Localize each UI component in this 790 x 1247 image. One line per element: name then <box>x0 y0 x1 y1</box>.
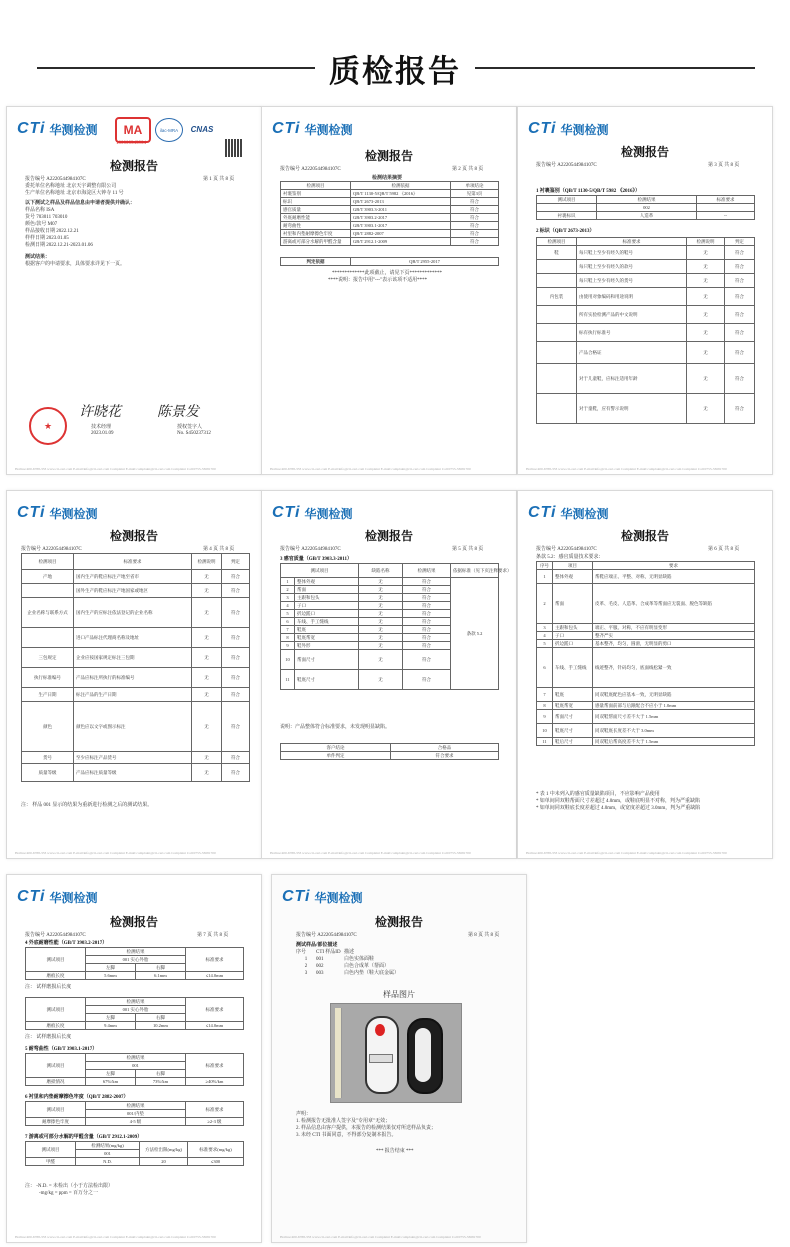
cti-logo: CTi 华测检测 <box>272 504 353 521</box>
page-footer: Hotline:400-6788-333 www.cti-cert.com E-mail:info@cti-cert.com Complaint E-mail:complaint@cti-cert.com Complaint Call:0755-33681700 <box>280 1235 481 1239</box>
table-row: 标识 QB/T 2673-2013 符合 <box>281 198 499 206</box>
table-note: 注： 试样磨损后长度 <box>25 1035 72 1040</box>
page-footer: Hotline:400-6788-333 www.cti-cert.com E-mail:info@cti-cert.com Complaint E-mail:complaint@cti-cert.com Complaint Call:0755-33681700 <box>526 467 727 471</box>
section-heading: 7 游离或可部分水解的甲醛含量（GB/T 2912.1-2009） <box>25 1135 143 1140</box>
table-row: 对于儿童鞋，应标注适用年龄 无 符合 <box>537 364 755 394</box>
label-table: 检测项目 标准要求 检测说明 判定 鞋 每只鞋上至少有经久的鞋号 无 符合 每只鞋上至少有经久的款号 无 符合 每只鞋上至少有经久的货号 无 符合 内包装 由使用对象编码和用途说明 无 符合 所有实验检测产品的中文说明 无 符合 标有执行标准号 无 符合 产品合格证 无 符合 对于儿童鞋，应标注适用年龄 无 符合 对于童鞋，应有警示说明 无 符合 <box>536 237 755 424</box>
table-row: 每只鞋上至少有经久的款号 无 符合 <box>537 260 755 274</box>
section-heading: 测试样品/部位描述 <box>296 943 338 948</box>
table-row: 6 车线、手工缝线 无 符合 <box>281 618 499 626</box>
table-row: 磨痕长度 5.6mm 6.1mm ≤14.0mm <box>26 972 244 980</box>
unit-notes: 注： -N.D. = 未检出（小于方法检出限） -mg/kg = ppm = 百万分之一 <box>25 1184 113 1196</box>
flexing-table: 测试项目 检测结果 标准要求 001 左脚 右脚 磨损情况 67%/km 73%/km ≥40%/km <box>25 1053 244 1086</box>
table-row: 质量等级 产品应标注质量等级 无 符合 <box>22 764 250 782</box>
page-number: 第 6 页 共 8 页 <box>708 547 740 552</box>
abrasion-table-1: 测试项目 检测结果 标准要求 001 实心外胎 左脚 右脚 磨痕长度 5.6mm 6.1mm ≤14.0mm <box>25 947 244 980</box>
report-title: 检测报告 <box>620 529 669 543</box>
table-row: 10 鞋底尺寸 同双鞋底长度差不大于 3.0mm <box>537 724 755 738</box>
table-row: 磨损情况 67%/km 73%/km ≥40%/km <box>26 1078 244 1086</box>
ilac-badge-icon: ilac-MRA <box>155 118 183 142</box>
list-item: 1 001 白色实体面鞋 <box>304 957 375 962</box>
cti-logo: CTi 华测检测 <box>17 888 98 905</box>
page-footer: Hotline:400-6788-333 www.cti-cert.com E-mail:info@cti-cert.com Complaint E-mail:complaint@cti-cert.com Complaint Call:0755-33681700 <box>15 467 216 471</box>
section-heading: 5 耐弯曲性（GB/T 3903.1-2017） <box>25 1047 98 1052</box>
page-number: 第 7 页 共 8 页 <box>197 933 229 938</box>
report-number: 报告编号 A2220544984107C <box>280 167 341 172</box>
cti-logo: CTi 华测检测 <box>17 504 98 521</box>
report-page-3 <box>517 106 773 475</box>
photo-title: 样品图片 <box>383 990 415 999</box>
table-row: 内包装 由使用对象编码和用途说明 无 符合 <box>537 288 755 306</box>
table-row: 8 鞋底帮宽 无 符合 <box>281 634 499 642</box>
page-footer: Hotline:400-6788-333 www.cti-cert.com E-mail:info@cti-cert.com Complaint E-mail:complaint@cti-cert.com Complaint Call:0755-33681700 <box>15 851 216 855</box>
page-number: 第 5 页 共 8 页 <box>452 547 484 552</box>
table-row: 磨痕长度 9.4mm 10.2mm ≤14.0mm <box>26 1022 244 1030</box>
qr-code-icon <box>225 139 243 157</box>
section-heading: 3 感官质量（GB/T 3903.3-2011） <box>280 557 352 562</box>
label-table-continued: 检测项目 标准要求 检测说明 判定 产地 国内生产的鞋应标注产地至省市 无 符合 国外生产的鞋应标注产地国家或地区 无 符合 企业名称与联系方式 国内生产的应标注依法登记的企业名称 无 符合 进口产品标注代理商名称及地址 无 符合 三包规定 企业应按国家规定标注三包期 无 符合 执行标准编号 产品应标注所执行的标准编号 无 符合 生产日期 标注产品的生产日期 无 符合 颜色 颜色应以文字或图示标注 无 符合 货号 至少应标注产品货号 无 符合 质量等级 产品应标注质量等级 无 符合 <box>21 553 250 782</box>
page-number: 第 3 页 共 8 页 <box>708 163 740 168</box>
table-row: 耐弯曲性 GB/T 3903.1-2017 符合 <box>281 222 499 230</box>
table-row: 衬裹鉴别 QB/T 1130-5/QB/T 5982 《2016》 见第3页 <box>281 190 499 198</box>
page-footer: Hotline:400-6788-333 www.cti-cert.com E-mail:info@cti-cert.com Complaint E-mail:complaint@cti-cert.com Complaint Call:0755-33681700 <box>526 851 727 855</box>
dash-note: ****说明：报告中用"---"表示该项不适用**** <box>328 278 428 283</box>
statement: 声明： 1. 检测报告无批准人签字及"专用章"无效； 2. 样品信息由客户提供，本报告的检测结果仅对所送样品负责； 3. 未经 CTI 书面同意，不得部分复制本报告。 <box>296 1112 437 1138</box>
table-row: 3 主跟和包头 无 符合 <box>281 594 499 602</box>
report-number: 报告编号 A2220544984107C <box>536 547 597 552</box>
cti-logo: CTi 华测检测 <box>17 120 98 137</box>
list-item: 3 003 白色内垫（鞋大底金属） <box>304 971 400 976</box>
report-number: 报告编号 A2220544984107C <box>25 933 86 938</box>
table-row: 产地 国内生产的鞋应标注产地至省市 无 符合 <box>22 570 250 584</box>
report-title: 检测报告 <box>109 159 158 173</box>
table-note: 注： 试样磨损后长度 <box>25 985 72 990</box>
signature-1: 许晓花 <box>79 404 121 420</box>
table-row: 5 折边蹉口 基本整齐，均匀，圆滑，无明显的剪口 <box>537 640 755 648</box>
table-note: 说明：产品整体符合标准要求，未发现明显缺陷。 <box>280 725 391 730</box>
official-seal-icon: ★ <box>29 407 67 445</box>
conclusion-table: 客户结论 合格品 单件判定 符合要求 <box>280 743 499 760</box>
table-row: 三包规定 企业应按国家规定标注三包期 无 符合 <box>22 648 250 668</box>
table-row: 002 <box>537 204 755 212</box>
certificate-number: No. S450237312 <box>177 431 211 436</box>
table-row: 标有执行标准号 无 符合 <box>537 324 755 342</box>
abrasion-table-2: 测试项目 检测结果 标准要求 001 实心外胎 左脚 右脚 磨痕长度 9.4mm 10.2mm ≤14.0mm <box>25 997 244 1030</box>
report-page-5 <box>261 490 517 859</box>
sample-photo <box>330 1003 462 1103</box>
table-row: 3 主跟和包头 端正、平服、对称，不应有明显变形 <box>537 624 755 632</box>
issue-date: 2023.01.09 <box>91 431 114 436</box>
table-row: 7 鞋底 同双鞋底配色应基本一致，无明显缺陷 <box>537 688 755 702</box>
report-page-7 <box>6 874 262 1243</box>
signer-1-title: 技术经理 <box>91 425 112 430</box>
table-row: 外底耐磨性能 GB/T 3903.2-2017 符合 <box>281 214 499 222</box>
lining-table: 测试项目 检测结果 标准要求 002 衬裹标识 人造革 -- <box>536 195 755 220</box>
sample-list: 序号 CTI 样品ID 描述 1 001 白色实体面鞋 2 002 白色合成革（帮面） 3 003 白色内垫（鞋大底金属） <box>296 950 400 976</box>
page-number: 第 2 页 共 8 页 <box>452 167 484 172</box>
table-row: 所有实验检测产品的中文说明 无 符合 <box>537 306 755 324</box>
table-row: 7 鞋底 无 符合 <box>281 626 499 634</box>
table-note: 注： 样品 001 显示的结果为重新进行检测之后的测试结果。 <box>21 803 153 808</box>
table-row: 执行标准编号 产品应标注所执行的标准编号 无 符合 <box>22 668 250 688</box>
cma-number: 180000343904 <box>116 141 146 146</box>
judgement-table: 判定依据 QB/T 2955-2017 <box>280 257 499 266</box>
table-row: 1 整体外观 帮鞋应端正、平整、对称，无明显缺陷 <box>537 570 755 584</box>
table-row: 游离或可部分水解的甲醛含量 GB/T 2912.1-2009 符合 <box>281 238 499 246</box>
shoe-right-icon <box>407 1018 443 1094</box>
cti-logo: CTi 华测检测 <box>528 120 609 137</box>
table-row: 对于童鞋，应有警示说明 无 符合 <box>537 394 755 424</box>
table-row: 11 鞋后尺寸 同双鞋后帮高度差不大于 1.5mm <box>537 738 755 746</box>
cma-badge-icon: MA <box>115 117 151 143</box>
report-number: 报告编号 A2220544984107C <box>25 177 86 182</box>
signature-2: 陈景发 <box>157 404 199 420</box>
table-row: 10 帮面尺寸 无 符合 <box>281 650 499 670</box>
cnas-badge-icon: CNAS <box>190 124 214 134</box>
colorfastness-table: 测试项目 检测结果 标准要求 001/内垫 耐摩擦色牢度 4-5 级 ≥2-3 级 <box>25 1101 244 1126</box>
ruler-icon <box>335 1008 342 1098</box>
table-row: 1 整体外观 无 符合 条款 5.2 <box>281 578 499 586</box>
report-number: 报告编号 A2220544984107C <box>280 547 341 552</box>
formaldehyde-table: 测试项目 检测结果(mg/kg) 方法检出限(mg/kg) 标准要求(mg/kg) 001 甲醛 N.D. 20 ≤300 <box>25 1141 244 1166</box>
table-row: 进口产品标注代理商名称及地址 无 符合 <box>22 628 250 648</box>
summary-table-title: 检测结果摘要 <box>372 176 403 181</box>
table-row: 9 帮面尺寸 同双鞋帮面尺寸差不大于 1.5mm <box>537 710 755 724</box>
page-number: 第 1 页 共 8 页 <box>203 177 235 182</box>
table-row: 单件判定 符合要求 <box>281 752 499 760</box>
signer-2-title: 授权签字人 <box>177 425 203 430</box>
report-page-6 <box>517 490 773 859</box>
table-row: 衬里和内垫耐摩擦色牢度 QB/T 2882-2007 符合 <box>281 230 499 238</box>
table-row: 5 折边蹉口 无 符合 <box>281 610 499 618</box>
table-row: 11 鞋底尺寸 无 符合 <box>281 670 499 690</box>
section-heading: 6 衬里和内垫耐摩擦色牢度（QB/T 2882-2007） <box>25 1095 129 1100</box>
table-row: 2 帮面 皮革、毛皮、人造革、合成革等帮面应无裂面、脱色等缺陷 <box>537 584 755 624</box>
report-title: 检测报告 <box>109 529 158 543</box>
report-page-8 <box>271 874 527 1243</box>
table-row: 甲醛 N.D. 20 ≤300 <box>26 1158 244 1166</box>
report-info: 委托单位名称地址 北京天宇调整有限公司 生产单位名称地址 北京市海淀区大钟寺 11 号 以下测试之样品及样品信息由申请者提供并确认： 样品名称 ISA 货号 703011 703010 颜色/款号 M07 样品接收日期 2022.12.21 样样日期 2023.01.05 检测日期 2022.12.21-2023.01.06 测试结果： 根据客户的申请要求，具体要求详见下一页。 <box>25 184 136 267</box>
clause-heading: 条款 5.2：感官质量技术要求： <box>536 555 604 560</box>
end-of-report: *** 报告结束 *** <box>376 1149 414 1154</box>
page-number: 第 4 页 共 8 页 <box>203 547 235 552</box>
report-title: 检测报告 <box>374 915 423 929</box>
report-number: 报告编号 A2220544984107C <box>21 547 82 552</box>
table-row: 货号 至少应标注产品货号 无 符合 <box>22 752 250 764</box>
section-heading: 1 衬裹鉴别（QB/T 1130-5/QB/T 5982 《2016》） <box>536 189 640 194</box>
table-row: 2 帮面 无 符合 <box>281 586 499 594</box>
requirement-table: 序号 项目 要求 1 整体外观 帮鞋应端正、平整、对称，无明显缺陷 2 帮面 皮革、毛皮、人造革、合成革等帮面应无裂面、脱色等缺陷 3 主跟和包头 端正、平服、对称，不应有明显变形 4 子口 整齐严实 5 折边蹉口 基本整齐，均匀，圆滑，无明显的剪口 6 车线、手工缝线 线迹整齐，针码均匀，底面线松紧一致 7 鞋底 同双鞋底配色应基本一致，无明显缺陷 8 鞋底帮宽 感量帮面前部与后跟配合不应小于 1.0mm 9 帮面尺寸 同双鞋帮面尺寸差不大于 1.5mm 10 鞋底尺寸 同双鞋底长度差不大于 3.0mm 11 鞋后尺寸 同双鞋后帮高度差不大于 1.5mm <box>536 561 755 746</box>
page-title: 质检报告 <box>329 54 461 90</box>
end-note: *************此项截止，请见下页************* <box>332 271 443 276</box>
list-item: 2 002 白色合成革（帮面） <box>304 964 390 969</box>
page-footer: Hotline:400-6788-333 www.cti-cert.com E-mail:info@cti-cert.com Complaint E-mail:complaint@cti-cert.com Complaint Call:0755-33681700 <box>270 467 471 471</box>
report-page-4 <box>6 490 262 859</box>
table-row: 每只鞋上至少有经久的货号 无 符合 <box>537 274 755 288</box>
report-number: 报告编号 A2220544984107C <box>296 933 357 938</box>
table-row: 衬裹标识 人造革 -- <box>537 212 755 220</box>
cti-logo: CTi 华测检测 <box>528 504 609 521</box>
table-row: 企业名称与联系方式 国内生产的应标注依法登记的企业名称 无 符合 <box>22 598 250 628</box>
report-title: 检测报告 <box>620 145 669 159</box>
table-row: 9 鞋外形 无 符合 <box>281 642 499 650</box>
sensory-table: 测试项目 缺陷名称 检测结果 依据标准（见下页注释要求） 1 整体外观 无 符合 条款 5.2 2 帮面 无 符合 3 主跟和包头 无 符合 4 子口 无 符合 5 折边蹉口 无 符合 6 车线、手工缝线 无 符合 7 鞋底 无 符合 8 鞋底帮宽 无 符合 9 鞋外形 无 符合 10 帮面尺寸 无 符合 11 鞋底尺寸 无 符合 <box>280 563 499 690</box>
report-title: 检测报告 <box>364 529 413 543</box>
table-row: 6 车线、手工缝线 线迹整齐，针码均匀，底面线松紧一致 <box>537 648 755 688</box>
requirement-notes: * 表 1 中未列入的感官质量缺陷项目，不应影响产品使用 * 如单间同双鞋帮面尺寸差超过 4.0mm，或鞋底明显不对称，判为严重缺陷 * 如单间同双鞋底长度差超过 4.0mm，或宽度差超过 3.0mm，判为严重缺陷 <box>536 792 701 811</box>
report-title: 检测报告 <box>364 149 413 163</box>
summary-table: 检测项目 检测依据 单项结论 衬裹鉴别 QB/T 1130-5/QB/T 5982 《2016》 见第3页 标识 QB/T 2673-2013 符合 感官质量 GB/T 3903.3-2011 符合 外底耐磨性能 GB/T 3903.2-2017 符合 耐弯曲性 GB/T 3903.1-2017 符合 衬里和内垫耐摩擦色牢度 QB/T 2882-2007 符合 游离或可部分水解的甲醛含量 GB/T 2912.1-2009 符合 <box>280 181 499 246</box>
table-row: 4 子口 整齐严实 <box>537 632 755 640</box>
report-title: 检测报告 <box>109 915 158 929</box>
table-row: 国外生产的鞋应标注产地国家或地区 无 符合 <box>22 584 250 598</box>
table-row: 鞋 每只鞋上至少有经久的鞋号 无 符合 <box>537 246 755 260</box>
table-row: 生产日期 标注产品的生产日期 无 符合 <box>22 688 250 702</box>
section-heading: 2 标识（QB/T 2673-2013） <box>536 229 595 234</box>
cti-logo: CTi 华测检测 <box>282 888 363 905</box>
report-number: 报告编号 A2220544984107C <box>536 163 597 168</box>
page-number: 第 8 页 共 8 页 <box>468 933 500 938</box>
table-row: 4 子口 无 符合 <box>281 602 499 610</box>
shoe-left-icon <box>365 1016 399 1094</box>
table-row: 8 鞋底帮宽 感量帮面前部与后跟配合不应小于 1.0mm <box>537 702 755 710</box>
page-footer: Hotline:400-6788-333 www.cti-cert.com E-mail:info@cti-cert.com Complaint E-mail:complaint@cti-cert.com Complaint Call:0755-33681700 <box>270 851 471 855</box>
table-row: 产品合格证 无 符合 <box>537 342 755 364</box>
table-row: 耐摩擦色牢度 4-5 级 ≥2-3 级 <box>26 1118 244 1126</box>
header-rule-right <box>475 67 755 69</box>
cti-logo: CTi 华测检测 <box>272 120 353 137</box>
report-page-2 <box>261 106 517 475</box>
page-footer: Hotline:400-6788-333 www.cti-cert.com E-mail:info@cti-cert.com Complaint E-mail:complaint@cti-cert.com Complaint Call:0755-33681700 <box>15 1235 216 1239</box>
section-heading: 4 外底耐磨性能（GB/T 3903.2-2017） <box>25 941 108 946</box>
report-page-1 <box>6 106 262 475</box>
table-row: 感官质量 GB/T 3903.3-2011 符合 <box>281 206 499 214</box>
table-row: 颜色 颜色应以文字或图示标注 无 符合 <box>22 702 250 752</box>
